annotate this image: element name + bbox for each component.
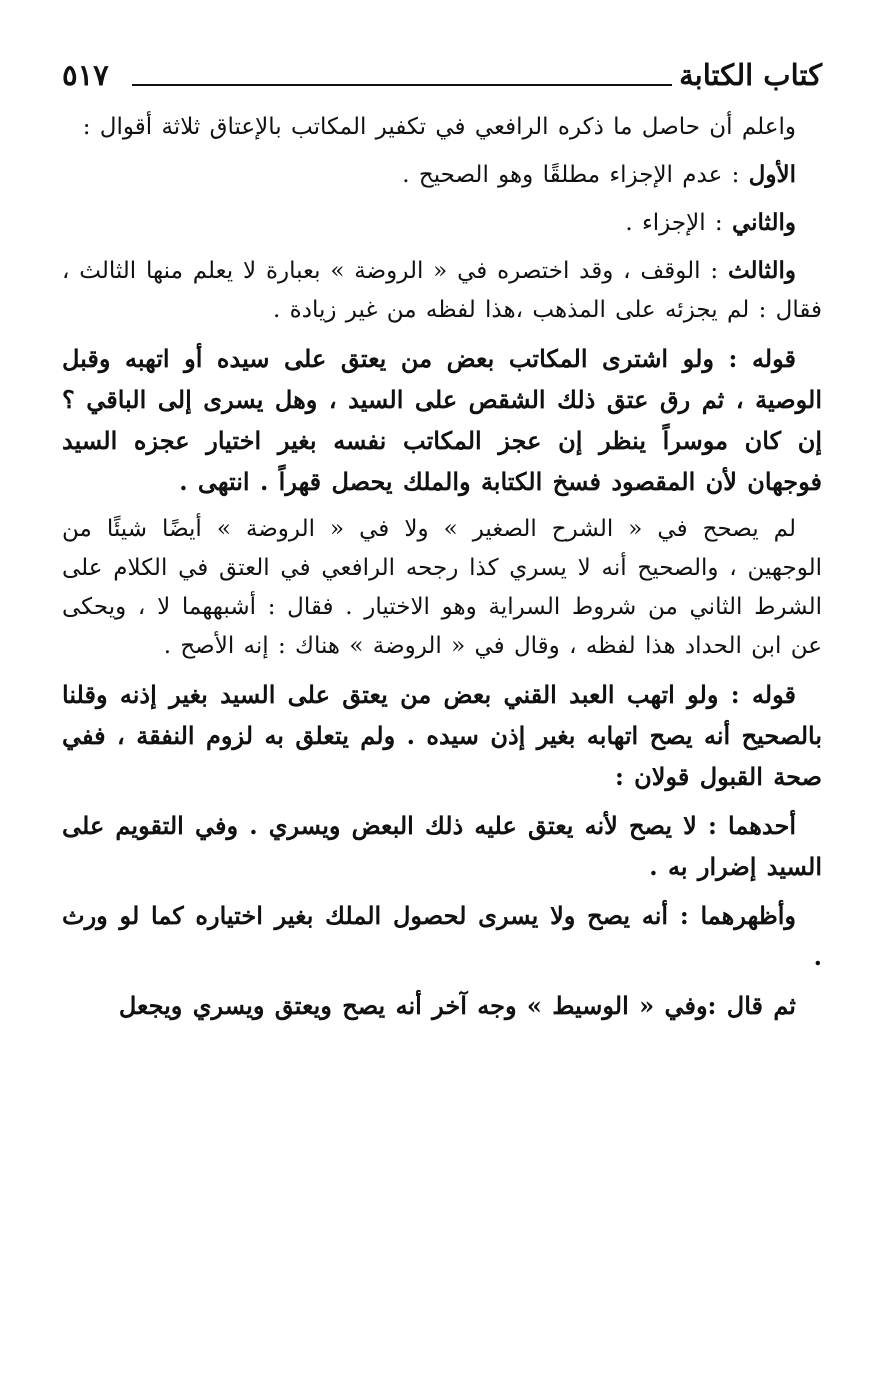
paragraph-text: واعلم أن حاصل ما ذكره الرافعي في تكفير المكاتب بالإعتاق ثلاثة أقوال : <box>82 114 796 140</box>
paragraph-text: لم يصحح في « الشرح الصغير » ولا في « الروضة » أيضًا شيئًا من الوجهين ، والصحيح أنه لا يسري كذا رجحه الرافعي في العتق في الكلام على الشرط الثاني من شروط السراية وهو الاختيار . فقال : أشبههما لا ، ويحكى عن ابن الحداد هذا لفظه ، وقال في « الروضة » هناك : إنه الأصح . <box>62 516 822 659</box>
paragraph-text: ثم قال :وفي « الوسيط » وجه آخر أنه يصح ويعتق ويسري ويجعل <box>118 991 796 1020</box>
header-rule <box>132 84 672 86</box>
page-number: ٥١٧ <box>62 58 109 92</box>
paragraph-commentary <box>62 510 822 666</box>
paragraph-first-opinion <box>62 155 822 195</box>
book-page <box>62 56 822 1034</box>
page-body <box>62 108 822 1026</box>
paragraph-text: : عدم الإجزاء مطلقًا وهو الصحيح . <box>402 162 749 188</box>
paragraph-text: أحدهما : لا يصح لأنه يعتق عليه ذلك البعض ويسري . وفي التقويم على السيد إضرار به . <box>62 811 822 881</box>
paragraph-second-opinion <box>62 203 822 243</box>
paragraph-text: وأظهرهما : أنه يصح ولا يسرى لحصول الملك بغير اختياره كما لو ورث . <box>62 901 822 971</box>
paragraph-lead: الأول <box>748 161 796 188</box>
paragraph-preferred-view <box>62 895 822 977</box>
paragraph-first-view <box>62 805 822 887</box>
paragraph-text: قوله : ولو اتهب العبد القني بعض من يعتق على السيد بغير إذنه وقلنا بالصحيح أنه يصح اتهابه بغير إذن سيده . ولم يتعلق به لزوم النفقة ، ففي صحة القبول قولان : <box>62 680 822 791</box>
paragraph-wasit <box>62 985 822 1026</box>
paragraph-intro <box>62 108 822 147</box>
paragraph-lead: والثالث <box>727 257 796 284</box>
paragraph-text: قوله : ولو اشترى المكاتب بعض من يعتق على سيده أو اتهبه وقبل الوصية ، ثم رق عتق ذلك الشقص على السيد ، وهل يسرى إلى الباقي ؟ إن كان موسراً ينظر إن عجز المكاتب نفسه بغير اختيار عجزه السيد فوجهان لأن المقصود فسخ الكتابة والملك يحصل قهراً . انتهى . <box>62 344 823 496</box>
paragraph-quote-mukatab <box>62 338 822 502</box>
paragraph-text: : الوقف ، وقد اختصره في « الروضة » بعبارة لا يعلم منها الثالث ، فقال : لم يجزئه على المذهب ،هذا لفظه من غير زيادة . <box>62 258 822 323</box>
paragraph-quote-qinn <box>62 674 822 797</box>
page-header <box>62 56 822 108</box>
running-title: كتاب الكتابة <box>679 58 822 92</box>
paragraph-lead: والثاني <box>731 209 796 236</box>
paragraph-third-opinion <box>62 251 822 330</box>
paragraph-text: : الإجزاء . <box>625 210 732 236</box>
